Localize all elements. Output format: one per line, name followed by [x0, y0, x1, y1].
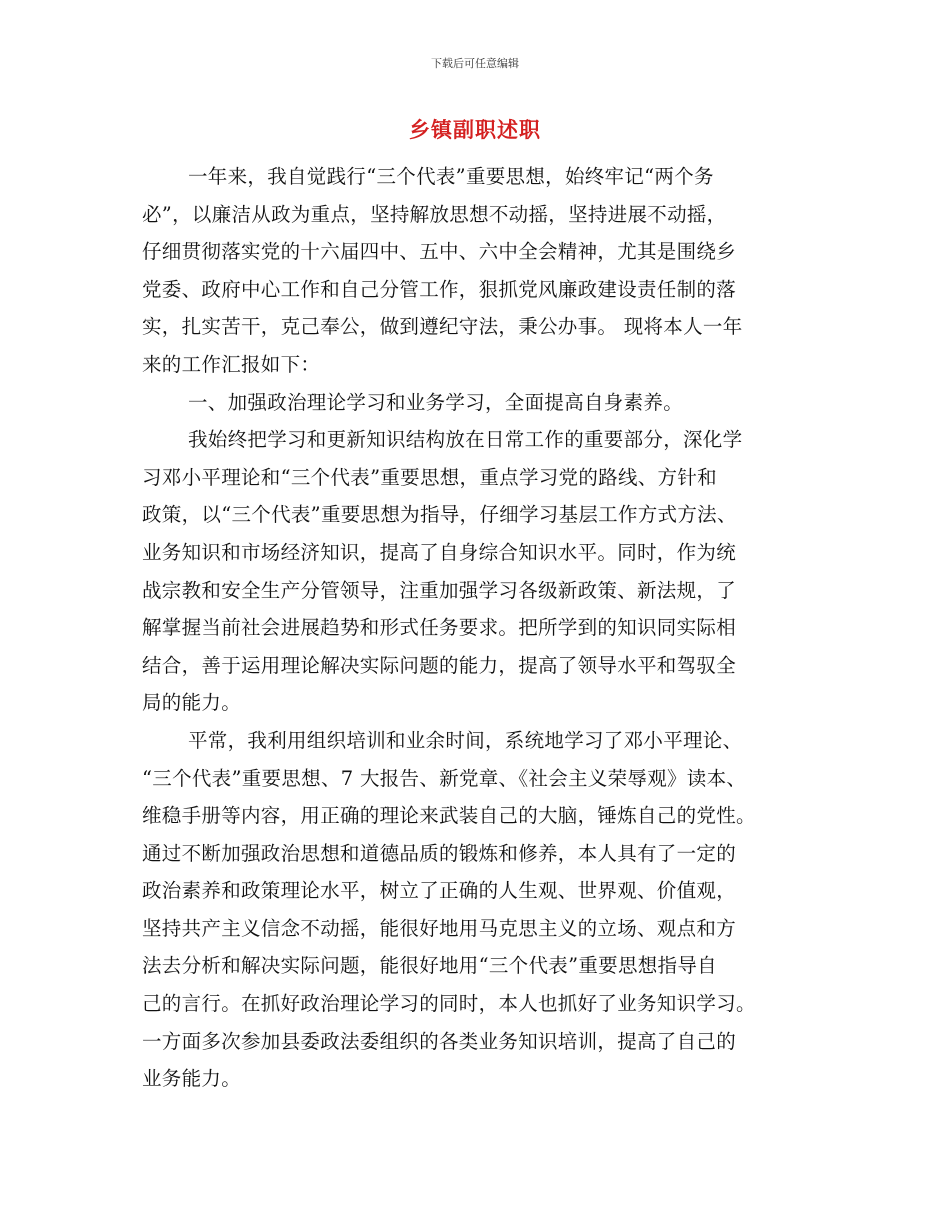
body-line: 结合，善于运用理论解决实际问题的能力，提高了领导水平和驾驭全 [142, 653, 737, 677]
header-note: 下载后可任意编辑 [431, 57, 519, 70]
body-line: 通过不断加强政治思想和道德品质的锻炼和修养，本人具有了一定的 [142, 841, 737, 865]
body-line: “三个代表”重要思想、7 大报告、新党章、《社会主义荣辱观》读本、 [142, 766, 747, 790]
body-line: 党委、政府中心工作和自己分管工作，狠抓党风廉政建设责任制的落 [142, 277, 737, 301]
body-line: 来的工作汇报如下： [142, 352, 321, 376]
body-line: 必”，以廉洁从政为重点，坚持解放思想不动摇，坚持进展不动摇， [142, 202, 727, 226]
body-line: 法去分析和解决实际问题，能很好地用“三个代表”重要思想指导自 [142, 954, 717, 978]
document-body [142, 158, 814, 1098]
body-line: 战宗教和安全生产分管领导，注重加强学习各级新政策、新法规，了 [142, 578, 737, 602]
body-line: 解掌握当前社会进展趋势和形式任务要求。把所学到的知识同实际相 [142, 616, 737, 640]
body-line: 政策，以“三个代表”重要思想为指导，仔细学习基层工作方式方法、 [142, 503, 737, 527]
body-line: 仔细贯彻落实党的十六届四中、五中、六中全会精神，尤其是围绕乡 [142, 240, 737, 264]
body-line: 局的能力。 [142, 691, 242, 715]
body-line: 一年来，我自觉践行“三个代表”重要思想，始终牢记“两个务 [188, 165, 714, 188]
body-line: 一、加强政治理论学习和业务学习，全面提高自身素养。 [188, 390, 684, 414]
body-line: 维稳手册等内容，用正确的理论来武装自己的大脑，锤炼自己的党性。 [142, 804, 756, 828]
body-line: 政治素养和政策理论水平，树立了正确的人生观、世界观、价值观， [142, 879, 737, 903]
body-line: 业务知识和市场经济知识，提高了自身综合知识水平。同时，作为统 [142, 540, 737, 564]
body-line: 我始终把学习和更新知识结构放在日常工作的重要部分，深化学 [188, 428, 743, 452]
body-line: 平常，我利用组织培训和业余时间，系统地学习了邓小平理论、 [188, 728, 743, 752]
body-line: 一方面多次参加县委政法委组织的各类业务知识培训，提高了自己的 [142, 1029, 737, 1053]
document-title: 乡镇副职述职 [409, 118, 541, 142]
body-line: 习邓小平理论和“三个代表”重要思想，重点学习党的路线、方针和 [142, 465, 717, 489]
body-line: 业务能力。 [142, 1067, 242, 1091]
body-line: 坚持共产主义信念不动摇，能很好地用马克思主义的立场、观点和方 [142, 916, 737, 940]
body-line: 己的言行。在抓好政治理论学习的同时，本人也抓好了业务知识学习。 [142, 992, 756, 1016]
body-line: 实，扎实苦干，克己奉公，做到遵纪守法，秉公办事。 现将本人一年 [142, 315, 743, 339]
